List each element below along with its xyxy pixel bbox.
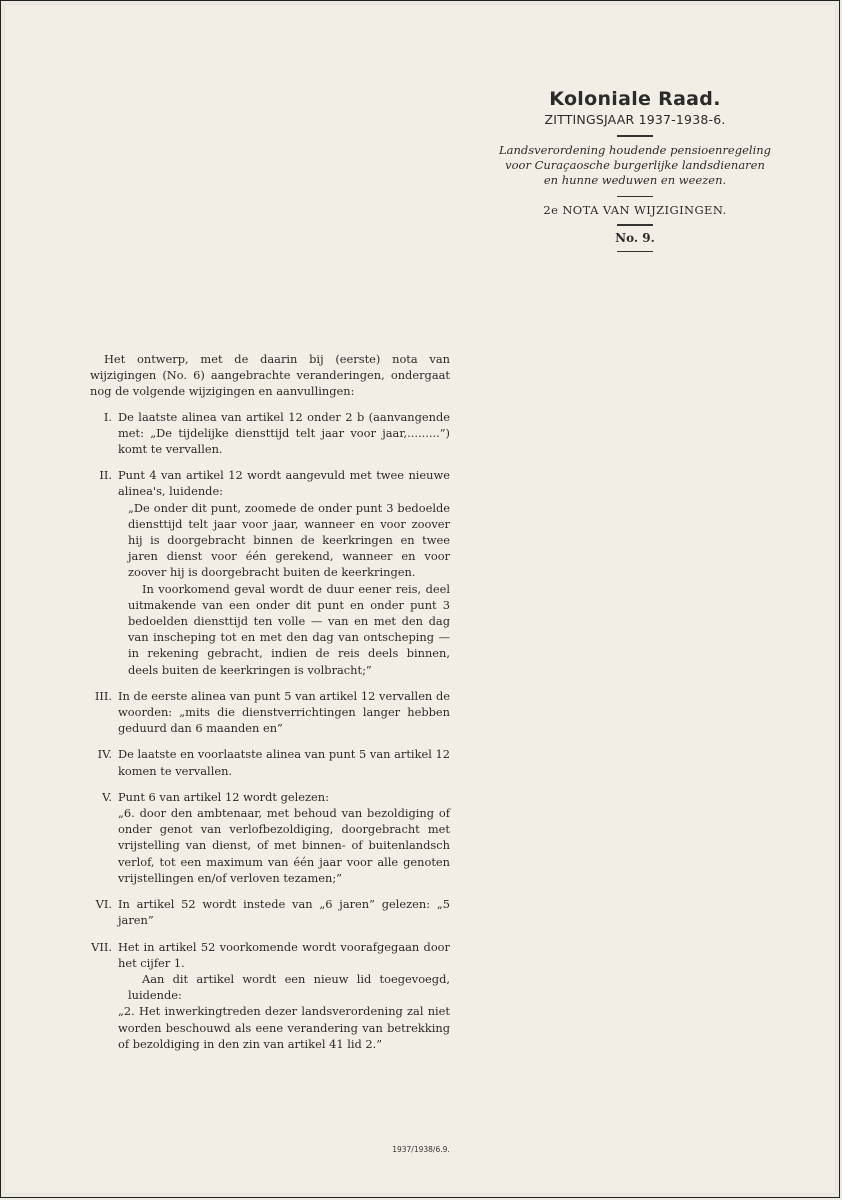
item-number: VII. [91, 939, 112, 954]
item-number: VI. [95, 897, 112, 912]
item-text: Het in artikel 52 voorkomende wordt voorafgegaan door het cijfer 1. [118, 939, 450, 970]
item-text: De laatste en voorlaatste alinea van punt 5 van artikel 12 komen te vervallen. [118, 747, 450, 778]
subject-line: voor Curaçaosche burgerlijke landsdienaren [505, 157, 765, 172]
amendment-item [90, 688, 450, 737]
item-text: In de eerste alinea van punt 5 van artikel 12 vervallen de woorden: „mits die dienstverrichtingen langer hebben geduurd dan 6 maanden en” [118, 688, 450, 736]
session-year: ZITTINGSJAAR 1937-1938-6. [544, 112, 726, 127]
amendment-item [90, 467, 450, 678]
divider [617, 135, 653, 137]
document-number: No. 9. [615, 230, 655, 245]
subject [496, 143, 774, 188]
item-text: Punt 4 van artikel 12 wordt aangevuld met twee nieuwe alinea's, luidende: [118, 468, 450, 499]
item-number: V. [102, 789, 112, 804]
item-text: Punt 6 van artikel 12 wordt gelezen: [118, 789, 329, 804]
nota-title: 2e NOTA VAN WIJZIGINGEN. [543, 203, 727, 217]
amendment-item [90, 896, 450, 928]
item-number: III. [94, 688, 112, 703]
subject-line: en hunne weduwen en weezen. [543, 172, 727, 187]
quoted-text: Aan dit artikel wordt een nieuw lid toegevoegd, luidende: [128, 971, 450, 1003]
subject-line: Landsverordening houdende pensioenregeling [498, 142, 772, 157]
amendment-item [90, 939, 450, 1052]
quoted-text: In voorkomend geval wordt de duur eener reis, deel uitmakende van een onder dit punt en onder punt 3 bedoelden diensttijd ten volle — van en met den dag van inscheping tot en met den dag van ontscheping — in rekening gebracht, indien de reis deels binnen, deels buiten de keerkringen is volbracht;” [128, 581, 450, 677]
quoted-text: „6. door den ambtenaar, met behoud van bezoldiging of onder genot van verlofbezoldiging, doorgebracht met vrijstelling van dienst, of met binnen- of buitenlandsch verlof, tot een maximum van één jaar voor alle genoten vrijstellingen en/of verloven tezamen;” [118, 806, 450, 885]
item-number: IV. [97, 747, 112, 762]
divider [617, 251, 653, 253]
item-text: In artikel 52 wordt instede van „6 jaren” gelezen: „5 jaren” [118, 897, 450, 928]
document-body [90, 351, 450, 1062]
amendment-item [90, 409, 450, 458]
intro-paragraph: Het ontwerp, met de daarin bij (eerste) nota van wijzigingen (No. 6) aangebrachte veranderingen, ondergaat nog de volgende wijzigingen en aanvullingen: [90, 352, 450, 399]
document-header [496, 88, 774, 252]
council-title: Koloniale Raad. [549, 88, 721, 110]
item-number: II. [99, 468, 112, 483]
quoted-text: „De onder dit punt, zoomede de onder punt 3 bedoelde diensttijd telt jaar voor jaar, wanneer en voor zoover hij is doorgebracht binnen de keerkringen en twee jaren dienst voor één gerekend, wanneer en voor zoover hij is doorgebracht buiten de keerkringen. [128, 500, 450, 580]
amendment-item [90, 746, 450, 778]
amendment-item [90, 789, 450, 886]
document-reference: 1937/1938/6.9. [392, 1145, 450, 1154]
item-number: I. [103, 409, 112, 424]
divider [617, 224, 653, 226]
item-text: De laatste alinea van artikel 12 onder 2 b (aanvangende met: „De tijdelijke diensttijd telt jaar voor jaar,.........”) komt te vervallen. [118, 409, 450, 457]
quoted-text: „2. Het inwerkingtreden dezer landsverordening zal niet worden beschouwd als eene verandering van betrekking of bezoldiging in den zin van artikel 41 lid 2.” [118, 1004, 450, 1051]
divider [617, 196, 653, 198]
